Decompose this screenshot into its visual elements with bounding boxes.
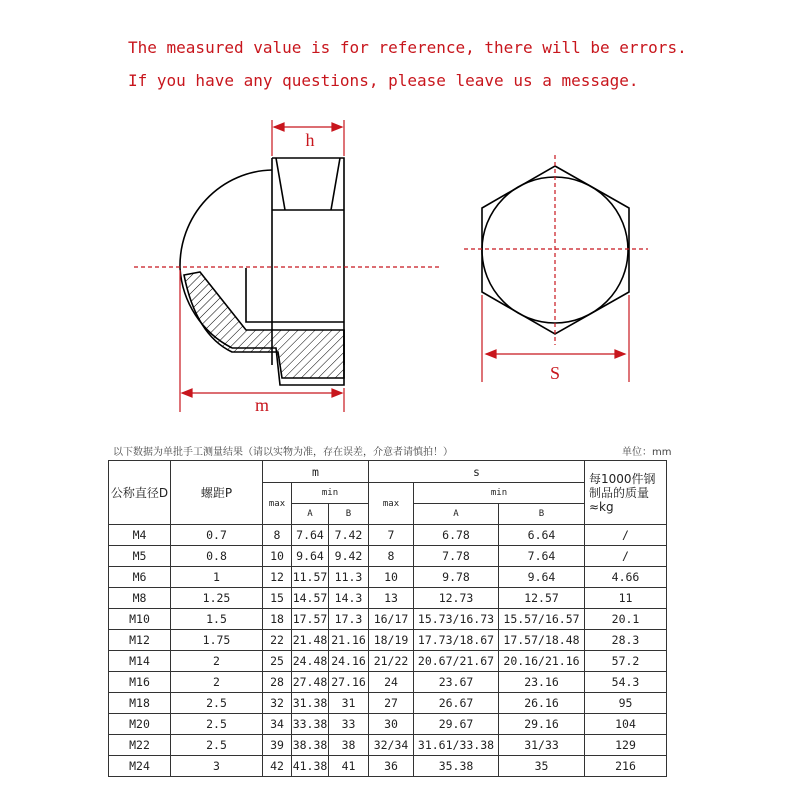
cell-s-max: 32/34 [369,735,414,756]
cell-size: M8 [109,588,171,609]
cell-m-min-a: 27.48 [292,672,329,693]
cell-m-max: 22 [263,630,292,651]
cell-weight: 28.3 [585,630,667,651]
cell-weight: 216 [585,756,667,777]
cell-m-min-b: 14.3 [329,588,369,609]
table-row [109,756,667,777]
table-row [109,630,667,651]
cell-size: M6 [109,567,171,588]
table-row [109,567,667,588]
cell-s-min-a: 6.78 [414,525,499,546]
label-h: h [305,130,315,150]
cell-weight: 4.66 [585,567,667,588]
cell-pitch: 2.5 [171,693,263,714]
cell-m-min-a: 11.57 [292,567,329,588]
cell-m-max: 32 [263,693,292,714]
reference-note-line1: The measured value is for reference, there will be errors. [128,38,687,57]
cell-s-min-b: 6.64 [499,525,585,546]
cell-s-min-a: 23.67 [414,672,499,693]
cell-m-min-a: 38.38 [292,735,329,756]
cell-m-min-b: 38 [329,735,369,756]
cell-s-max: 7 [369,525,414,546]
cell-s-min-a: 31.61/33.38 [414,735,499,756]
header-nominal-diameter: 公称直径D [109,461,171,525]
label-s: S [549,363,561,383]
cell-m-min-b: 31 [329,693,369,714]
cell-m-min-a: 24.48 [292,651,329,672]
table-row [109,546,667,567]
cell-s-min-a: 12.73 [414,588,499,609]
cell-s-max: 21/22 [369,651,414,672]
cell-m-min-a: 41.38 [292,756,329,777]
cell-m-max: 39 [263,735,292,756]
cell-size: M14 [109,651,171,672]
cell-m-min-b: 24.16 [329,651,369,672]
section-hatch [184,272,344,378]
cell-m-max: 10 [263,546,292,567]
cell-s-max: 10 [369,567,414,588]
cell-pitch: 2 [171,672,263,693]
cell-m-min-b: 17.3 [329,609,369,630]
table-body [109,525,667,777]
table-row [109,714,667,735]
dimension-table [108,460,667,777]
cell-size: M24 [109,756,171,777]
cell-weight: / [585,525,667,546]
header-pitch: 螺距P [171,461,263,525]
cell-s-max: 24 [369,672,414,693]
header-s: s [369,461,585,483]
cell-pitch: 0.8 [171,546,263,567]
cell-weight: 54.3 [585,672,667,693]
cell-s-max: 18/19 [369,630,414,651]
cell-pitch: 1.75 [171,630,263,651]
cell-m-max: 18 [263,609,292,630]
table-row [109,525,667,546]
cell-m-min-a: 21.48 [292,630,329,651]
cell-weight: 95 [585,693,667,714]
unit-label: 单位：mm [622,447,672,458]
cell-size: M12 [109,630,171,651]
cell-s-min-a: 7.78 [414,546,499,567]
cell-size: M5 [109,546,171,567]
cap-nut-technical-drawing [0,100,800,420]
header-s-min: min [414,483,585,504]
cell-s-max: 13 [369,588,414,609]
table-row [109,735,667,756]
cell-m-min-a: 31.38 [292,693,329,714]
cell-m-min-b: 33 [329,714,369,735]
cell-s-min-b: 9.64 [499,567,585,588]
cell-weight: 20.1 [585,609,667,630]
cell-size: M20 [109,714,171,735]
cell-m-min-b: 7.42 [329,525,369,546]
cell-s-min-b: 17.57/18.48 [499,630,585,651]
table-row [109,672,667,693]
cell-s-min-a: 26.67 [414,693,499,714]
cell-m-max: 28 [263,672,292,693]
reference-note-line2: If you have any questions, please leave us a message. [128,71,639,90]
cell-s-min-a: 20.67/21.67 [414,651,499,672]
cell-s-min-b: 31/33 [499,735,585,756]
cell-s-min-b: 29.16 [499,714,585,735]
header-s-a: A [414,504,499,525]
cell-s-max: 27 [369,693,414,714]
cell-m-min-b: 21.16 [329,630,369,651]
cell-m-min-a: 33.38 [292,714,329,735]
cell-weight: 57.2 [585,651,667,672]
label-m: m [254,395,270,415]
cell-s-min-a: 29.67 [414,714,499,735]
cell-m-max: 12 [263,567,292,588]
cell-s-max: 8 [369,546,414,567]
header-m: m [263,461,369,483]
cell-s-min-b: 35 [499,756,585,777]
header-s-b: B [499,504,585,525]
header-weight: 每1000件钢制品的质量 ≈kg [585,461,667,525]
cell-size: M16 [109,672,171,693]
cell-size: M10 [109,609,171,630]
cell-s-min-a: 35.38 [414,756,499,777]
cell-s-max: 16/17 [369,609,414,630]
table-row [109,693,667,714]
cell-size: M4 [109,525,171,546]
cell-s-min-b: 26.16 [499,693,585,714]
cell-m-min-b: 9.42 [329,546,369,567]
cell-s-min-b: 20.16/21.16 [499,651,585,672]
cell-pitch: 1.5 [171,609,263,630]
cell-s-min-b: 23.16 [499,672,585,693]
cell-pitch: 3 [171,756,263,777]
cell-m-min-a: 17.57 [292,609,329,630]
cell-s-min-b: 12.57 [499,588,585,609]
table-row [109,609,667,630]
cell-pitch: 2.5 [171,714,263,735]
cell-weight: 129 [585,735,667,756]
cell-pitch: 1 [171,567,263,588]
header-m-a: A [292,504,329,525]
cell-weight: 104 [585,714,667,735]
cell-m-min-b: 27.16 [329,672,369,693]
cell-weight: / [585,546,667,567]
cell-m-max: 34 [263,714,292,735]
measurement-caption: 以下数据为单批手工测量结果（请以实物为准，存在误差，介意者请慎拍！） [113,447,453,458]
cell-m-max: 8 [263,525,292,546]
header-m-b: B [329,504,369,525]
cell-m-min-a: 14.57 [292,588,329,609]
cell-s-min-a: 15.73/16.73 [414,609,499,630]
cell-m-min-a: 7.64 [292,525,329,546]
cell-m-min-b: 11.3 [329,567,369,588]
cell-m-min-b: 41 [329,756,369,777]
cell-m-max: 15 [263,588,292,609]
cell-pitch: 1.25 [171,588,263,609]
cell-size: M18 [109,693,171,714]
cell-pitch: 2 [171,651,263,672]
cell-s-min-a: 9.78 [414,567,499,588]
cell-pitch: 0.7 [171,525,263,546]
cell-m-max: 42 [263,756,292,777]
cell-weight: 11 [585,588,667,609]
cell-s-min-b: 7.64 [499,546,585,567]
side-view [180,158,344,385]
cell-pitch: 2.5 [171,735,263,756]
table-row [109,651,667,672]
cell-size: M22 [109,735,171,756]
table-row [109,588,667,609]
cell-s-min-a: 17.73/18.67 [414,630,499,651]
cell-m-min-a: 9.64 [292,546,329,567]
cell-s-max: 30 [369,714,414,735]
header-m-min: min [292,483,369,504]
header-s-max: max [369,483,414,525]
cell-s-min-b: 15.57/16.57 [499,609,585,630]
cell-s-max: 36 [369,756,414,777]
header-m-max: max [263,483,292,525]
cell-m-max: 25 [263,651,292,672]
